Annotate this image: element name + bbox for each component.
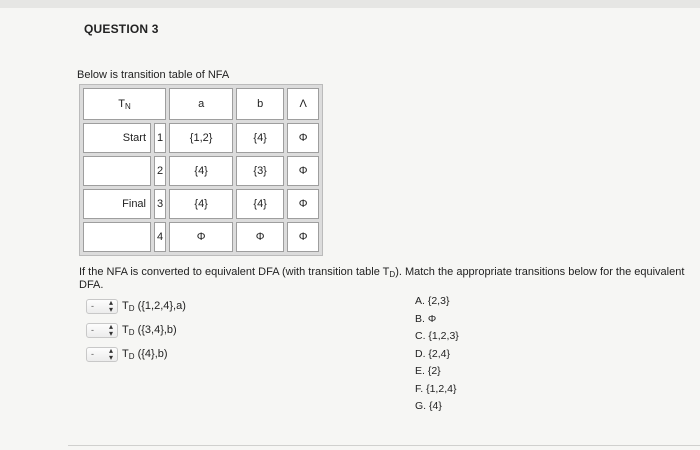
- select-arrows-icon: ▴ ▾: [108, 322, 113, 338]
- match-prompt: $T_D$ ({4},b): [122, 347, 168, 361]
- row-label: Start: [83, 123, 151, 153]
- match-item: [86, 346, 168, 362]
- question-title: QUESTION 3: [84, 22, 159, 36]
- option-item: B. Φ: [415, 312, 437, 325]
- row-state: 2: [154, 156, 166, 186]
- cell-lambda: Φ: [287, 156, 319, 186]
- answer-select[interactable]: - ▴ ▾: [86, 347, 118, 362]
- cell-lambda: Φ: [287, 123, 319, 153]
- match-item: [86, 322, 177, 338]
- cell-a: {4}: [169, 156, 233, 186]
- option-item: C. {1,2,3}: [415, 330, 459, 342]
- row-state: 4: [154, 222, 166, 252]
- option-item: G. {4}: [415, 400, 442, 412]
- answer-select[interactable]: - ▴ ▾: [86, 323, 118, 338]
- match-prompt: $T_D$ ({1,2,4},a): [122, 299, 186, 313]
- cell-b: {4}: [236, 123, 284, 153]
- header-state: $T_N$: [83, 88, 166, 120]
- row-state: 3: [154, 189, 166, 219]
- cell-lambda: Φ: [287, 222, 319, 252]
- table-row: [83, 222, 319, 252]
- option-item: E. {2}: [415, 365, 441, 377]
- header-lambda: Λ: [287, 88, 319, 120]
- match-item: [86, 298, 186, 314]
- nfa-transition-table: [79, 84, 323, 256]
- cell-b: Φ: [236, 222, 284, 252]
- cell-lambda: Φ: [287, 189, 319, 219]
- answer-options-list: [415, 293, 459, 416]
- table-row: [83, 123, 319, 153]
- cell-b: {3}: [236, 156, 284, 186]
- row-label: [83, 156, 151, 186]
- cell-a: {4}: [169, 189, 233, 219]
- table-header-row: [83, 88, 319, 120]
- option-item: D. {2,4}: [415, 347, 451, 360]
- header-a: a: [169, 88, 233, 120]
- row-label: [83, 222, 151, 252]
- cell-a: Φ: [169, 222, 233, 252]
- cell-a: {1,2}: [169, 123, 233, 153]
- match-prompt: $T_D$ ({3,4},b): [122, 323, 177, 337]
- select-arrows-icon: ▴ ▾: [108, 346, 113, 362]
- divider: [68, 445, 700, 446]
- select-arrows-icon: ▴ ▾: [108, 298, 113, 314]
- cell-b: {4}: [236, 189, 284, 219]
- answer-select[interactable]: - ▴ ▾: [86, 299, 118, 314]
- option-item: F. {1,2,4}: [415, 382, 457, 395]
- row-label: Final: [83, 189, 151, 219]
- header-b: b: [236, 88, 284, 120]
- row-state: 1: [154, 123, 166, 153]
- table-row: [83, 156, 319, 186]
- option-item: A. {2,3}: [415, 295, 450, 307]
- matching-instructions: If the NFA is converted to equivalent DFA (with transition table $T_D$). Match the appropriate transitions below for the equivalent DFA.: [79, 266, 685, 291]
- table-row: [83, 189, 319, 219]
- question-intro: Below is transition table of NFA: [77, 69, 230, 81]
